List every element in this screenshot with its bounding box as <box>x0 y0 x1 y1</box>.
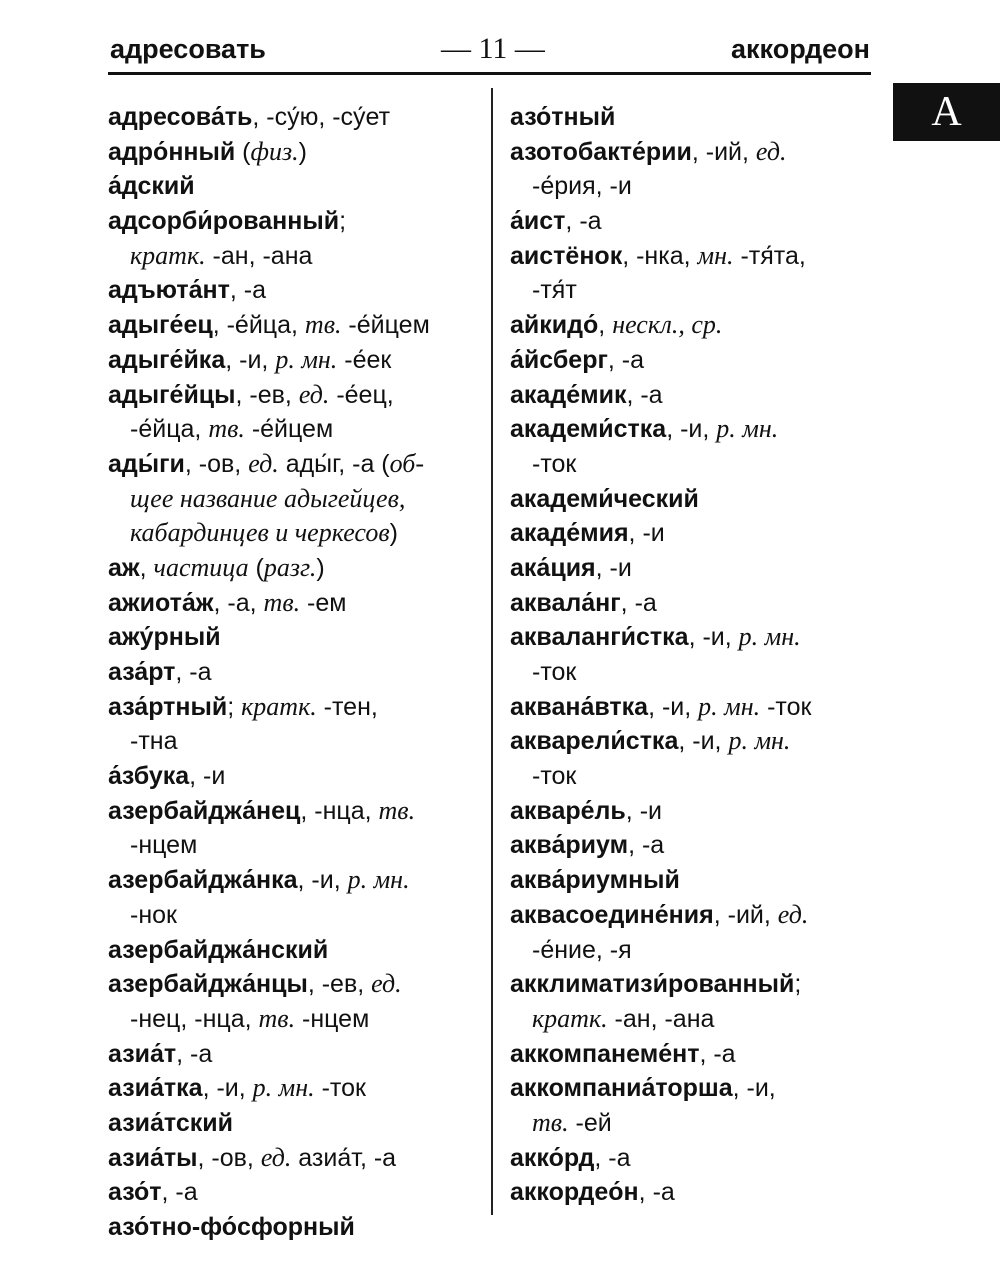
entry-line <box>108 412 478 447</box>
entry-line <box>510 1175 880 1210</box>
headword: азербайджа́нец <box>108 796 301 825</box>
entry-text: ) <box>316 553 325 582</box>
headword: адро́нный <box>108 137 236 166</box>
entry-line <box>510 308 880 343</box>
headword: аква́риумный <box>510 866 680 895</box>
entry-line <box>108 516 478 551</box>
entry-text: , -а <box>628 831 665 860</box>
grammar-note: кратк. <box>130 240 206 270</box>
grammar-note: кабардинцев и черкесов <box>130 518 390 548</box>
entry-text: , -ий, <box>713 900 778 929</box>
entry-text: , -и, <box>297 866 348 895</box>
entry-text: , -и, <box>202 1074 253 1103</box>
entry-line <box>108 100 478 135</box>
entry-text: -нцем <box>130 831 198 860</box>
entry-text: , -а <box>229 276 267 305</box>
headword: азиа́ты <box>108 1143 198 1172</box>
headword: а́дский <box>108 172 195 201</box>
entry-text: , <box>598 311 613 340</box>
headword: адыге́йка <box>108 345 226 374</box>
entry-text: -е́ек <box>337 345 392 374</box>
entry-text: , -а <box>620 588 657 617</box>
entry-text: , -ов, <box>184 449 249 478</box>
entry-text: , -нка, <box>622 241 698 270</box>
entry-line <box>108 1037 478 1072</box>
entry-text: , -а <box>175 658 212 686</box>
entry-line <box>510 863 880 898</box>
entry-line <box>108 655 478 690</box>
grammar-note: р. мн. <box>716 414 779 444</box>
grammar-note: тв. <box>263 587 301 617</box>
entry-line <box>108 273 478 308</box>
entry-text: ( <box>235 137 251 166</box>
entry-line <box>108 863 478 898</box>
headword: ады́ги <box>108 449 185 478</box>
entry-line <box>108 1175 478 1210</box>
entry-text: -тен, <box>316 692 378 721</box>
entry-text: -ан, -ана <box>607 1004 715 1033</box>
entry-text: , -и, <box>225 345 276 374</box>
entry-text: ; <box>339 207 347 236</box>
entry-text: -е́йцем <box>244 415 334 444</box>
entry-line <box>108 1210 478 1245</box>
headword: аквасоедине́ния <box>510 900 714 929</box>
entry-line <box>510 759 880 794</box>
headword: айкидо́ <box>510 311 599 340</box>
headword: акклиматизи́рованный <box>510 970 795 999</box>
grammar-note: щее название адыгейцев, <box>130 483 406 513</box>
headword: азиа́тский <box>108 1108 233 1137</box>
entry-text: , -а <box>638 1178 675 1207</box>
entry-line <box>510 169 880 204</box>
headword: ажиота́ж <box>108 588 214 617</box>
entry-text: , -а <box>176 1039 213 1068</box>
entry-text: -ток <box>532 449 577 478</box>
entry-line <box>510 239 880 274</box>
entry-line <box>510 447 880 482</box>
grammar-note: об- <box>389 448 425 478</box>
entry-text: , -ев, <box>235 380 299 409</box>
entry-text: , -ов, <box>197 1143 261 1172</box>
entry-line <box>510 586 880 621</box>
headword: азербайджа́нка <box>108 866 298 895</box>
entry-line <box>510 482 880 517</box>
header-rule <box>108 72 871 75</box>
headword: азиа́тка <box>108 1074 203 1103</box>
entry-line <box>510 967 880 1002</box>
entry-text: , -а <box>607 345 645 374</box>
grammar-note: кратк. <box>532 1003 608 1033</box>
grammar-note: ед. <box>371 969 402 999</box>
entry-line <box>510 620 880 655</box>
grammar-note: физ. <box>250 136 299 166</box>
entry-line <box>108 551 478 586</box>
headword: аккомпанеме́нт <box>510 1039 700 1068</box>
grammar-note: ед. <box>777 899 809 929</box>
entry-text: -ей <box>568 1108 612 1137</box>
entry-text: -е́ец, <box>329 380 394 409</box>
headword: аккомпаниа́торша <box>510 1074 733 1103</box>
grammar-note: р. мн. <box>275 344 338 374</box>
entry-line <box>108 967 478 1002</box>
headword: адсорби́рованный <box>108 207 340 236</box>
entry-line <box>108 1106 478 1141</box>
entry-text: , -а, <box>213 588 264 617</box>
entry-line <box>510 724 880 759</box>
entry-line <box>108 308 478 343</box>
grammar-note: р. мн. <box>347 865 410 895</box>
left-column <box>108 100 478 1245</box>
headword: акварели́стка <box>510 727 679 756</box>
entry-text: ( <box>248 553 264 582</box>
headword: акваре́ль <box>510 796 626 825</box>
entry-line <box>510 273 880 308</box>
right-column <box>510 100 880 1210</box>
entry-text: , -а <box>594 1143 631 1172</box>
entry-text: ады́г, -а ( <box>278 449 390 478</box>
entry-text: -нок <box>130 900 177 929</box>
entry-line <box>108 204 478 239</box>
entry-text: -тна <box>130 727 178 756</box>
entry-line <box>108 898 478 933</box>
entry-text: -нцем <box>295 1004 370 1033</box>
entry-line <box>510 135 880 170</box>
entry-text: -ток <box>532 762 577 791</box>
headword: акко́рд <box>510 1143 595 1172</box>
headword: ажу́рный <box>108 623 221 652</box>
page-number: — 11 — <box>441 32 545 65</box>
grammar-note: р. мн. <box>698 691 761 721</box>
entry-line <box>108 620 478 655</box>
entry-line <box>510 1106 880 1141</box>
entry-line <box>510 828 880 863</box>
headword: азиа́т <box>108 1039 177 1068</box>
entry-line <box>108 759 478 794</box>
entry-line <box>510 690 880 725</box>
entry-text: , -ий, <box>691 137 756 166</box>
headword: азербайджа́нцы <box>108 970 308 999</box>
entry-line <box>510 516 880 551</box>
entry-line <box>108 135 478 170</box>
grammar-note: тв. <box>532 1107 569 1137</box>
entry-line <box>510 343 880 378</box>
entry-text: -е́ние, -я <box>532 935 632 964</box>
entry-text: , -а <box>565 207 602 236</box>
headword: азотобакте́рии <box>510 137 692 166</box>
entry-text: , -и <box>628 519 665 548</box>
grammar-note: ед. <box>298 379 330 409</box>
entry-text: , -и <box>189 762 226 791</box>
entry-text: , -и <box>625 796 662 825</box>
headword: аквана́втка <box>510 692 649 721</box>
entry-line <box>510 412 880 447</box>
grammar-note: тв. <box>378 795 416 825</box>
entry-text: , -и <box>595 553 632 582</box>
entry-line <box>510 204 880 239</box>
entry-text: -нец, -нца, <box>130 1004 259 1033</box>
entry-text: , -су́ю, -су́ет <box>252 103 391 131</box>
headword: аккордео́н <box>510 1178 639 1207</box>
grammar-note: разг. <box>263 552 317 582</box>
headword: акваланги́стка <box>510 623 689 652</box>
headword: адыге́йцы <box>108 380 236 409</box>
entry-line <box>108 1141 478 1176</box>
grammar-note: р. мн. <box>252 1073 315 1103</box>
entry-line <box>108 1071 478 1106</box>
headword: аква́риум <box>510 831 629 860</box>
entry-text: , -нца, <box>300 796 379 825</box>
grammar-note: тв. <box>258 1003 296 1033</box>
entry-text: , -и, <box>678 727 729 756</box>
headword: а́збука <box>108 762 190 791</box>
entry-line <box>108 794 478 829</box>
entry-text: ; <box>794 970 802 999</box>
entry-text: , -и, <box>648 692 699 721</box>
headword: аистёнок <box>510 241 623 270</box>
entry-text: азиа́т, -а <box>291 1143 397 1172</box>
entry-text: -е́йцем <box>341 311 430 340</box>
entry-line <box>108 343 478 378</box>
entry-line <box>108 828 478 863</box>
headword: азо́тно-фо́сфорный <box>108 1213 355 1241</box>
headword: акаде́мия <box>510 519 629 548</box>
entry-text: , -и, <box>732 1074 776 1103</box>
entry-text: , <box>139 553 154 582</box>
entry-text: , -и, <box>666 415 717 444</box>
entry-line <box>108 724 478 759</box>
entry-line <box>510 1071 880 1106</box>
entry-line <box>108 447 478 482</box>
grammar-note: кратк. <box>241 691 317 721</box>
grammar-note: ед. <box>260 1142 292 1172</box>
entry-line <box>510 551 880 586</box>
entry-text: -тя́та, <box>733 241 806 270</box>
entry-text: -ток <box>532 658 577 686</box>
entry-text: , -е́йца, <box>212 311 305 340</box>
headword: аквала́нг <box>510 588 621 617</box>
entry-line <box>108 586 478 621</box>
entry-text: , -а <box>626 380 663 409</box>
grammar-note: мн. <box>697 240 734 270</box>
entry-line <box>108 378 478 413</box>
letter-tab-label: А <box>931 89 962 135</box>
headword: а́ист <box>510 207 566 236</box>
headword: академи́ческий <box>510 484 699 513</box>
entry-text: -е́рия, -и <box>532 172 632 201</box>
entry-line <box>510 1037 880 1072</box>
entry-text: , -а <box>161 1178 198 1207</box>
entry-line <box>108 169 478 204</box>
entry-line <box>510 378 880 413</box>
headword: азо́тный <box>510 103 616 131</box>
grammar-note: ед. <box>755 136 787 166</box>
headword: адъюта́нт <box>108 276 230 305</box>
entry-line <box>510 1002 880 1037</box>
grammar-note: ед. <box>248 448 279 478</box>
entry-text: -ем <box>300 588 347 617</box>
entry-line <box>510 100 880 135</box>
headword: ака́ция <box>510 553 596 582</box>
headword: акаде́мик <box>510 380 627 409</box>
entry-line <box>510 1141 880 1176</box>
grammar-note: тв. <box>208 414 245 444</box>
headword: адыге́ец <box>108 311 213 340</box>
entry-text: , -а <box>699 1039 736 1068</box>
running-head-left: адресовать <box>110 34 266 64</box>
headword: а́йсберг <box>510 345 608 374</box>
entry-line <box>108 690 478 725</box>
entry-line <box>510 933 880 968</box>
entry-line <box>108 933 478 968</box>
entry-text: ; <box>227 692 242 721</box>
entry-line <box>108 482 478 517</box>
column-divider <box>491 88 493 1215</box>
entry-line <box>510 898 880 933</box>
letter-tab <box>893 83 1000 141</box>
headword: аза́рт <box>108 658 176 686</box>
entry-line <box>510 794 880 829</box>
entry-text: -тя́т <box>532 276 577 305</box>
entry-text: -ток <box>760 692 812 721</box>
grammar-note: нескл., ср. <box>612 310 723 340</box>
headword: академи́стка <box>510 415 667 444</box>
grammar-note: р. мн. <box>738 622 801 652</box>
running-head-right: аккордеон <box>731 34 870 64</box>
headword: адресова́ть <box>108 103 253 131</box>
entry-text: ) <box>298 137 307 166</box>
entry-text: -ан, -ана <box>205 241 313 270</box>
entry-text: , -ев, <box>307 970 372 999</box>
headword: азо́т <box>108 1178 162 1207</box>
grammar-note: частица <box>153 552 249 582</box>
headword: азербайджа́нский <box>108 935 329 964</box>
headword: аза́ртный <box>108 692 228 721</box>
grammar-note: тв. <box>304 310 342 340</box>
entry-text: ) <box>389 519 398 548</box>
entry-text: -е́йца, <box>130 415 209 444</box>
entry-text: , -и, <box>688 623 739 652</box>
entry-line <box>108 239 478 274</box>
headword: аж <box>108 553 140 582</box>
entry-text: -ток <box>314 1074 366 1103</box>
grammar-note: р. мн. <box>728 726 791 756</box>
entry-line <box>510 655 880 690</box>
entry-line <box>108 1002 478 1037</box>
